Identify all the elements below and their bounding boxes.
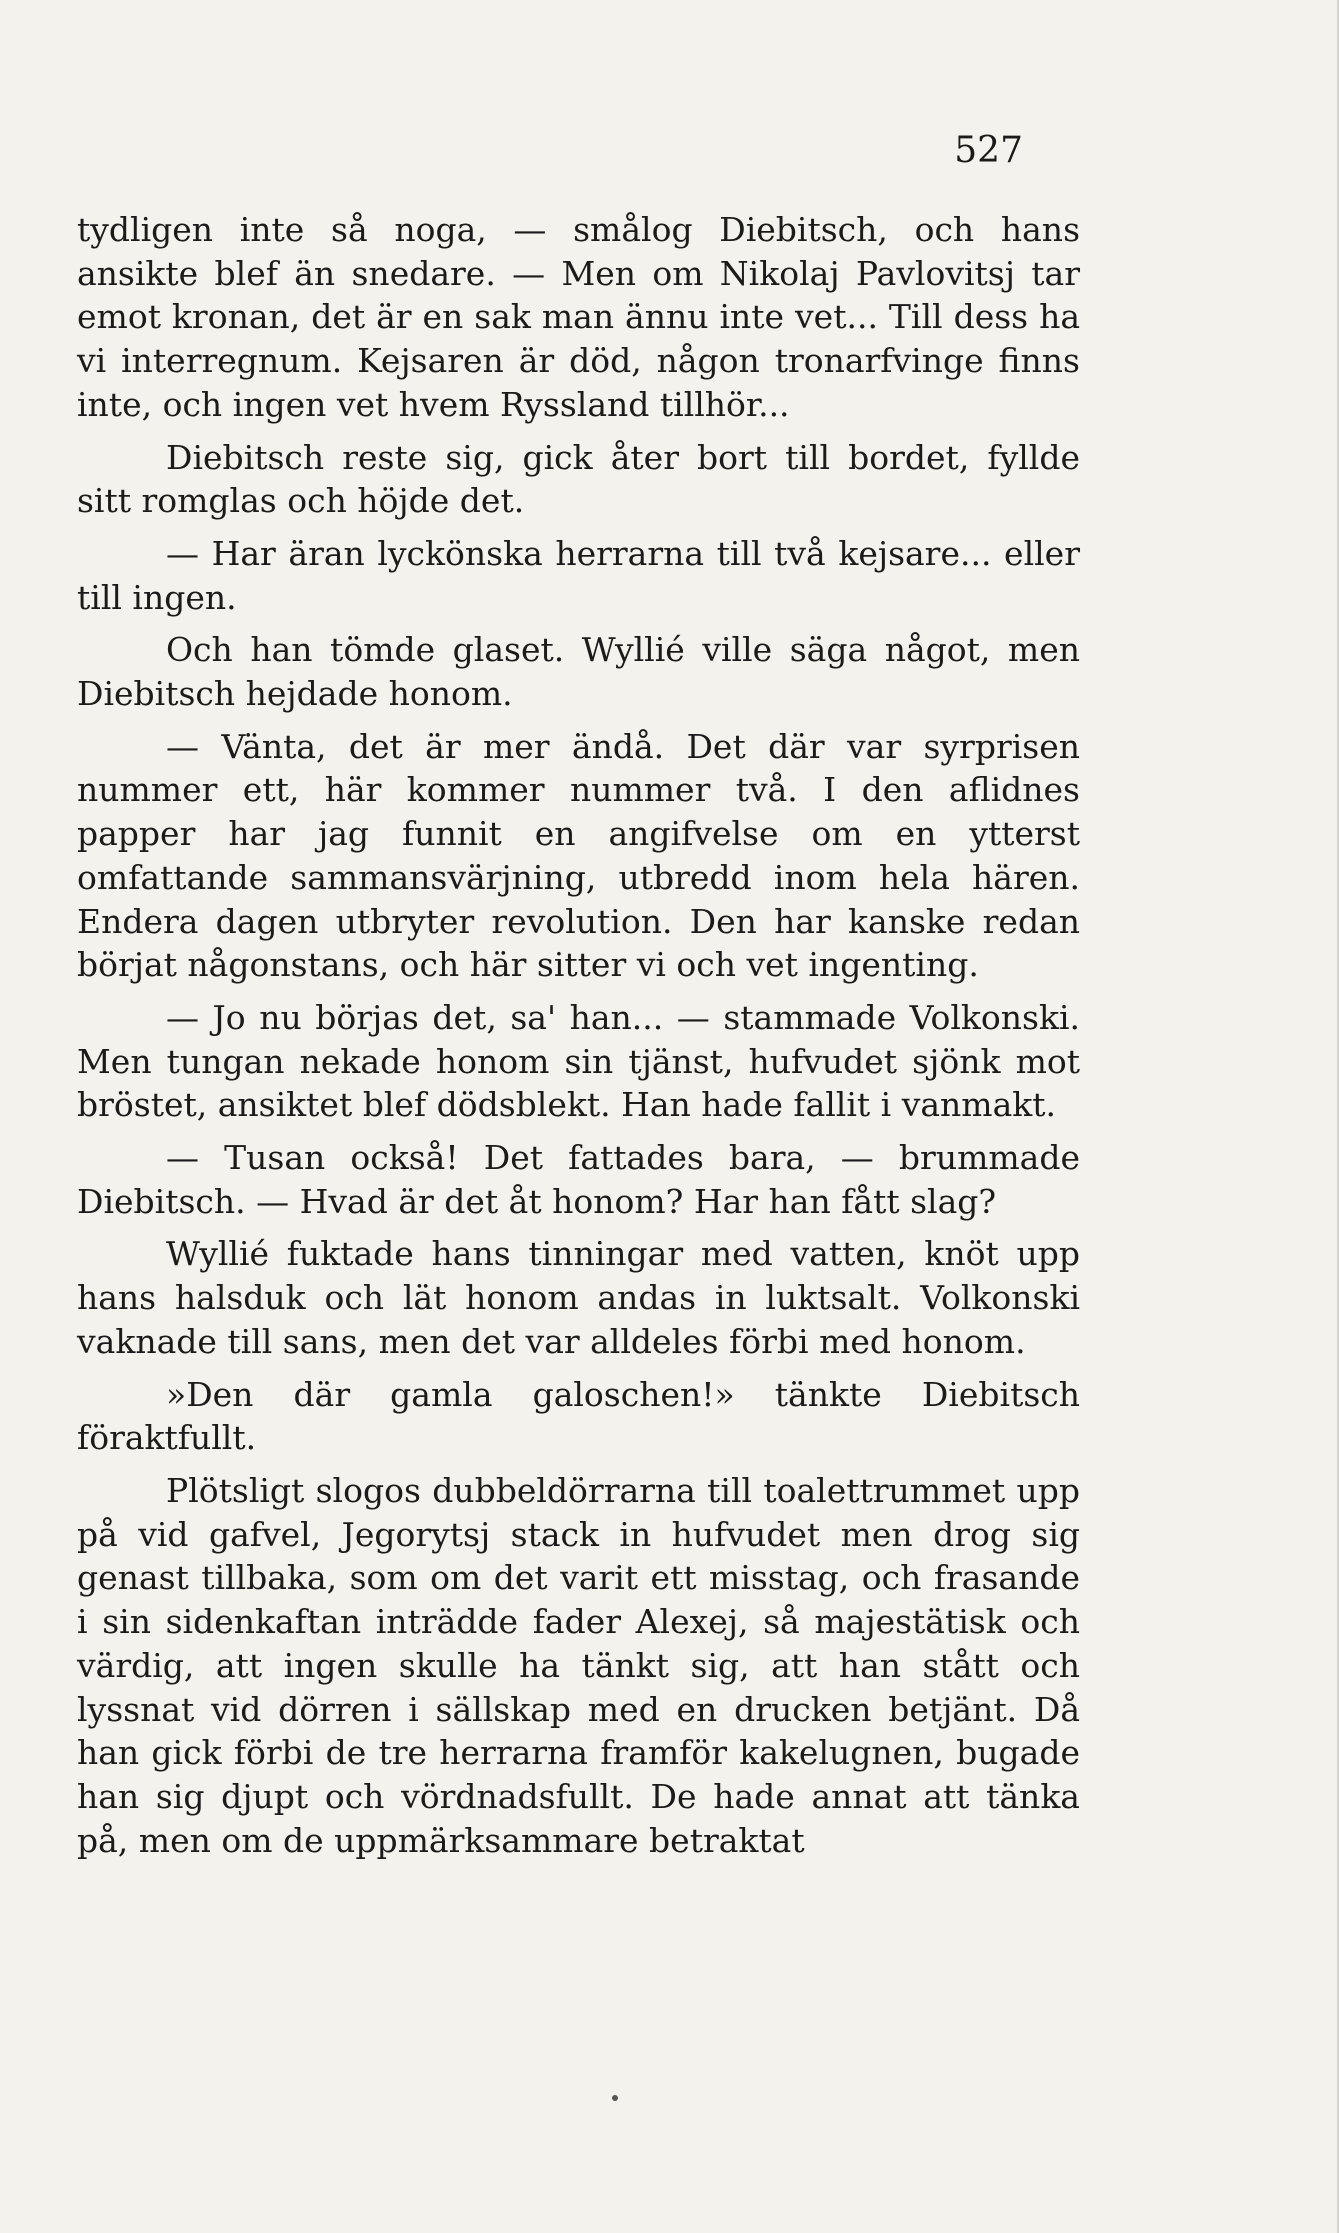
paragraph: — Har äran lyckönska herrarna till två kejsare... eller till ingen. (77, 533, 1080, 617)
paragraph: — Vänta, det är mer ändå. Det där var syrprisen nummer ett, här kommer nummer två. I den aflidnes papper har jag funnit en angifvelse om en ytterst omfattande sammansvärjning, utbredd inom hela hären. Endera dagen utbryter revolution. Den har kanske redan börjat någonstans, och här sitter vi och vet ingenting. (77, 726, 1080, 985)
paragraph: »Den där gamla galoschen!» tänkte Diebitsch föraktfullt. (77, 1374, 1080, 1458)
paragraph: — Tusan också! Det fattades bara, — brummade Diebitsch. — Hvad är det åt honom? Har han fått slag? (77, 1138, 1080, 1221)
paragraph: tydligen inte så noga, — smålog Diebitsch, och hans ansikte blef än snedare. — Men om Nikolaj Pavlovitsj tar emot kronan, det är en sak man ännu inte vet... Till dess ha vi interregnum. Kejsaren är död, någon tronarfvinge finns inte, och ingen vet hvem Ryssland tillhör... (77, 210, 1080, 424)
paragraph: Diebitsch reste sig, gick åter bort till bordet, fyllde sitt romglas och höjde det. (77, 437, 1080, 521)
paragraph: Plötsligt slogos dubbeldörrarna till toalettrummet upp på vid gafvel, Jegorytsj stack in hufvudet men drog sig genast tillbaka, som om det varit ett misstag, och frasande i sin sidenkaftan inträdde fader Alexej, så majestätisk och värdig, att ingen skulle ha tänkt sig, att han stått och lyssnat vid dörren i sällskap med en drucken betjänt. Då han gick förbi de tre herrarna framför kakelugnen, bugade han sig djupt och vördnadsfullt. De hade annat att tänka på, men om de uppmärksammare betraktat (77, 1470, 1080, 1860)
paragraph: Och han tömde glaset. Wyllié ville säga något, men Diebitsch hejdade honom. (77, 630, 1080, 714)
paragraph: — Jo nu börjas det, sa' han... — stammade Volkonski. Men tungan nekade honom sin tjänst, hufvudet sjönk mot bröstet, ansiktet blef dödsblekt. Han hade fallit i vanmakt. (77, 997, 1080, 1125)
body-text (77, 208, 1080, 1871)
page-number: 527 (954, 130, 1023, 171)
printer-mark (612, 2095, 618, 2101)
paragraph: Wyllié fuktade hans tinningar med vatten, knöt upp hans halsduk och lät honom andas in luktsalt. Volkonski vaknade till sans, men det var alldeles förbi med honom. (77, 1234, 1080, 1361)
